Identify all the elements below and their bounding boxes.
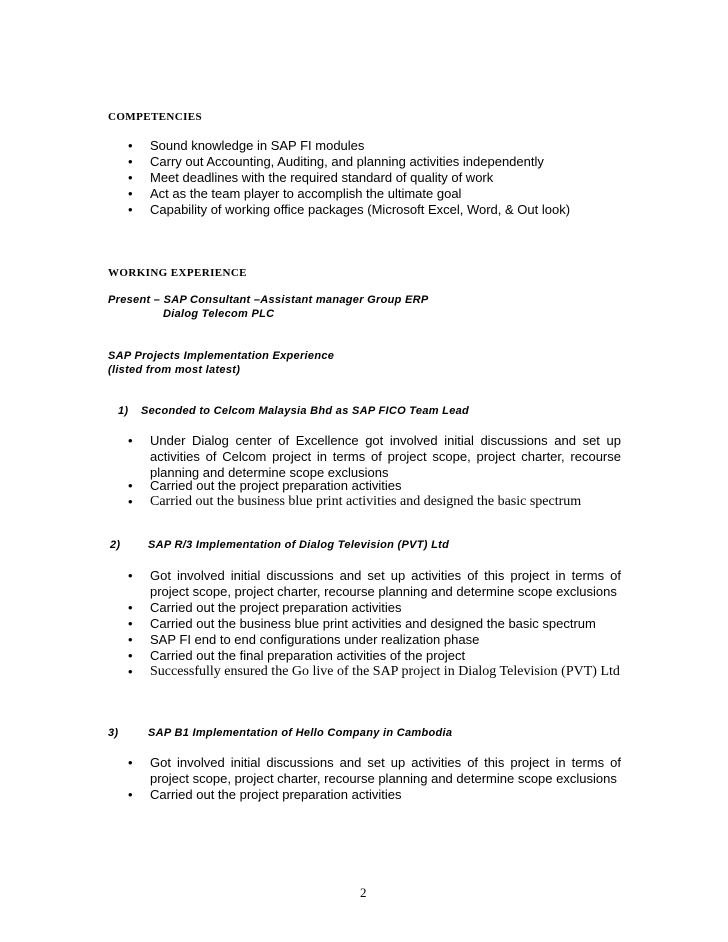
project-title: SAP R/3 Implementation of Dialog Television (PVT) Ltd (148, 539, 450, 551)
list-item: Successfully ensured the Go live of the SAP project in Dialog Television (PVT) Ltd (150, 664, 620, 679)
list-item: Carried out the business blue print activities and designed the basic spectrum (150, 616, 596, 631)
bullet-icon: • (128, 648, 133, 663)
list-item: Capability of working office packages (Microsoft Excel, Word, & Out look) (150, 202, 571, 217)
list-item: Under Dialog center of Excellence got involved initial discussions and set up activities of Celcom project in terms of project scope, project charter, recourse planning and determine scope exclusions (150, 433, 621, 480)
bullet-icon: • (128, 600, 133, 615)
bullet-icon: • (128, 202, 133, 217)
list-item: SAP FI end to end configurations under realization phase (150, 632, 480, 647)
working-experience-heading: WORKING EXPERIENCE (108, 267, 247, 279)
list-item: Carry out Accounting, Auditing, and planning activities independently (150, 154, 544, 169)
bullet-icon: • (128, 138, 133, 153)
bullet-icon: • (128, 632, 133, 647)
list-item: Carried out the final preparation activities of the project (150, 648, 466, 663)
projects-section-title: SAP Projects Implementation Experience (108, 350, 335, 362)
projects-section-subtitle: (listed from most latest) (108, 364, 241, 376)
project-title: Seconded to Celcom Malaysia Bhd as SAP FICO Team Lead (141, 405, 470, 417)
bullet-icon: • (128, 433, 133, 448)
bullet-icon: • (128, 755, 133, 770)
bullet-icon: • (128, 616, 133, 631)
competencies-heading: COMPETENCIES (108, 111, 203, 123)
list-item: Got involved initial discussions and set up activities of this project in terms of project scope, project charter, recourse planning and determine scope exclusions (150, 755, 621, 786)
list-item: Carried out the project preparation activities (150, 600, 402, 615)
list-item: Carried out the project preparation activities (150, 478, 402, 493)
list-item: Sound knowledge in SAP FI modules (150, 138, 365, 153)
bullet-icon: • (128, 154, 133, 169)
bullet-icon: • (128, 170, 133, 185)
bullet-icon: • (128, 664, 133, 679)
project-title: SAP B1 Implementation of Hello Company in Cambodia (148, 727, 453, 739)
list-item: Carried out the project preparation activities (150, 787, 402, 802)
project-number: 3) (108, 727, 119, 739)
list-item: Carried out the business blue print activities and designed the basic spectrum (150, 494, 582, 509)
page-number: 2 (360, 885, 367, 900)
bullet-icon: • (128, 494, 133, 509)
bullet-icon: • (128, 186, 133, 201)
list-item: Meet deadlines with the required standard of quality of work (150, 170, 494, 185)
current-company: Dialog Telecom PLC (163, 308, 275, 320)
current-position: Present – SAP Consultant –Assistant manager Group ERP (108, 294, 429, 306)
bullet-icon: • (128, 568, 133, 583)
project-number: 1) (118, 405, 129, 417)
project-number: 2) (110, 539, 121, 551)
list-item: Got involved initial discussions and set up activities of this project in terms of project scope, project charter, recourse planning and determine scope exclusions (150, 568, 621, 599)
bullet-icon: • (128, 787, 133, 802)
list-item: Act as the team player to accomplish the ultimate goal (150, 186, 462, 201)
bullet-icon: • (128, 478, 133, 493)
